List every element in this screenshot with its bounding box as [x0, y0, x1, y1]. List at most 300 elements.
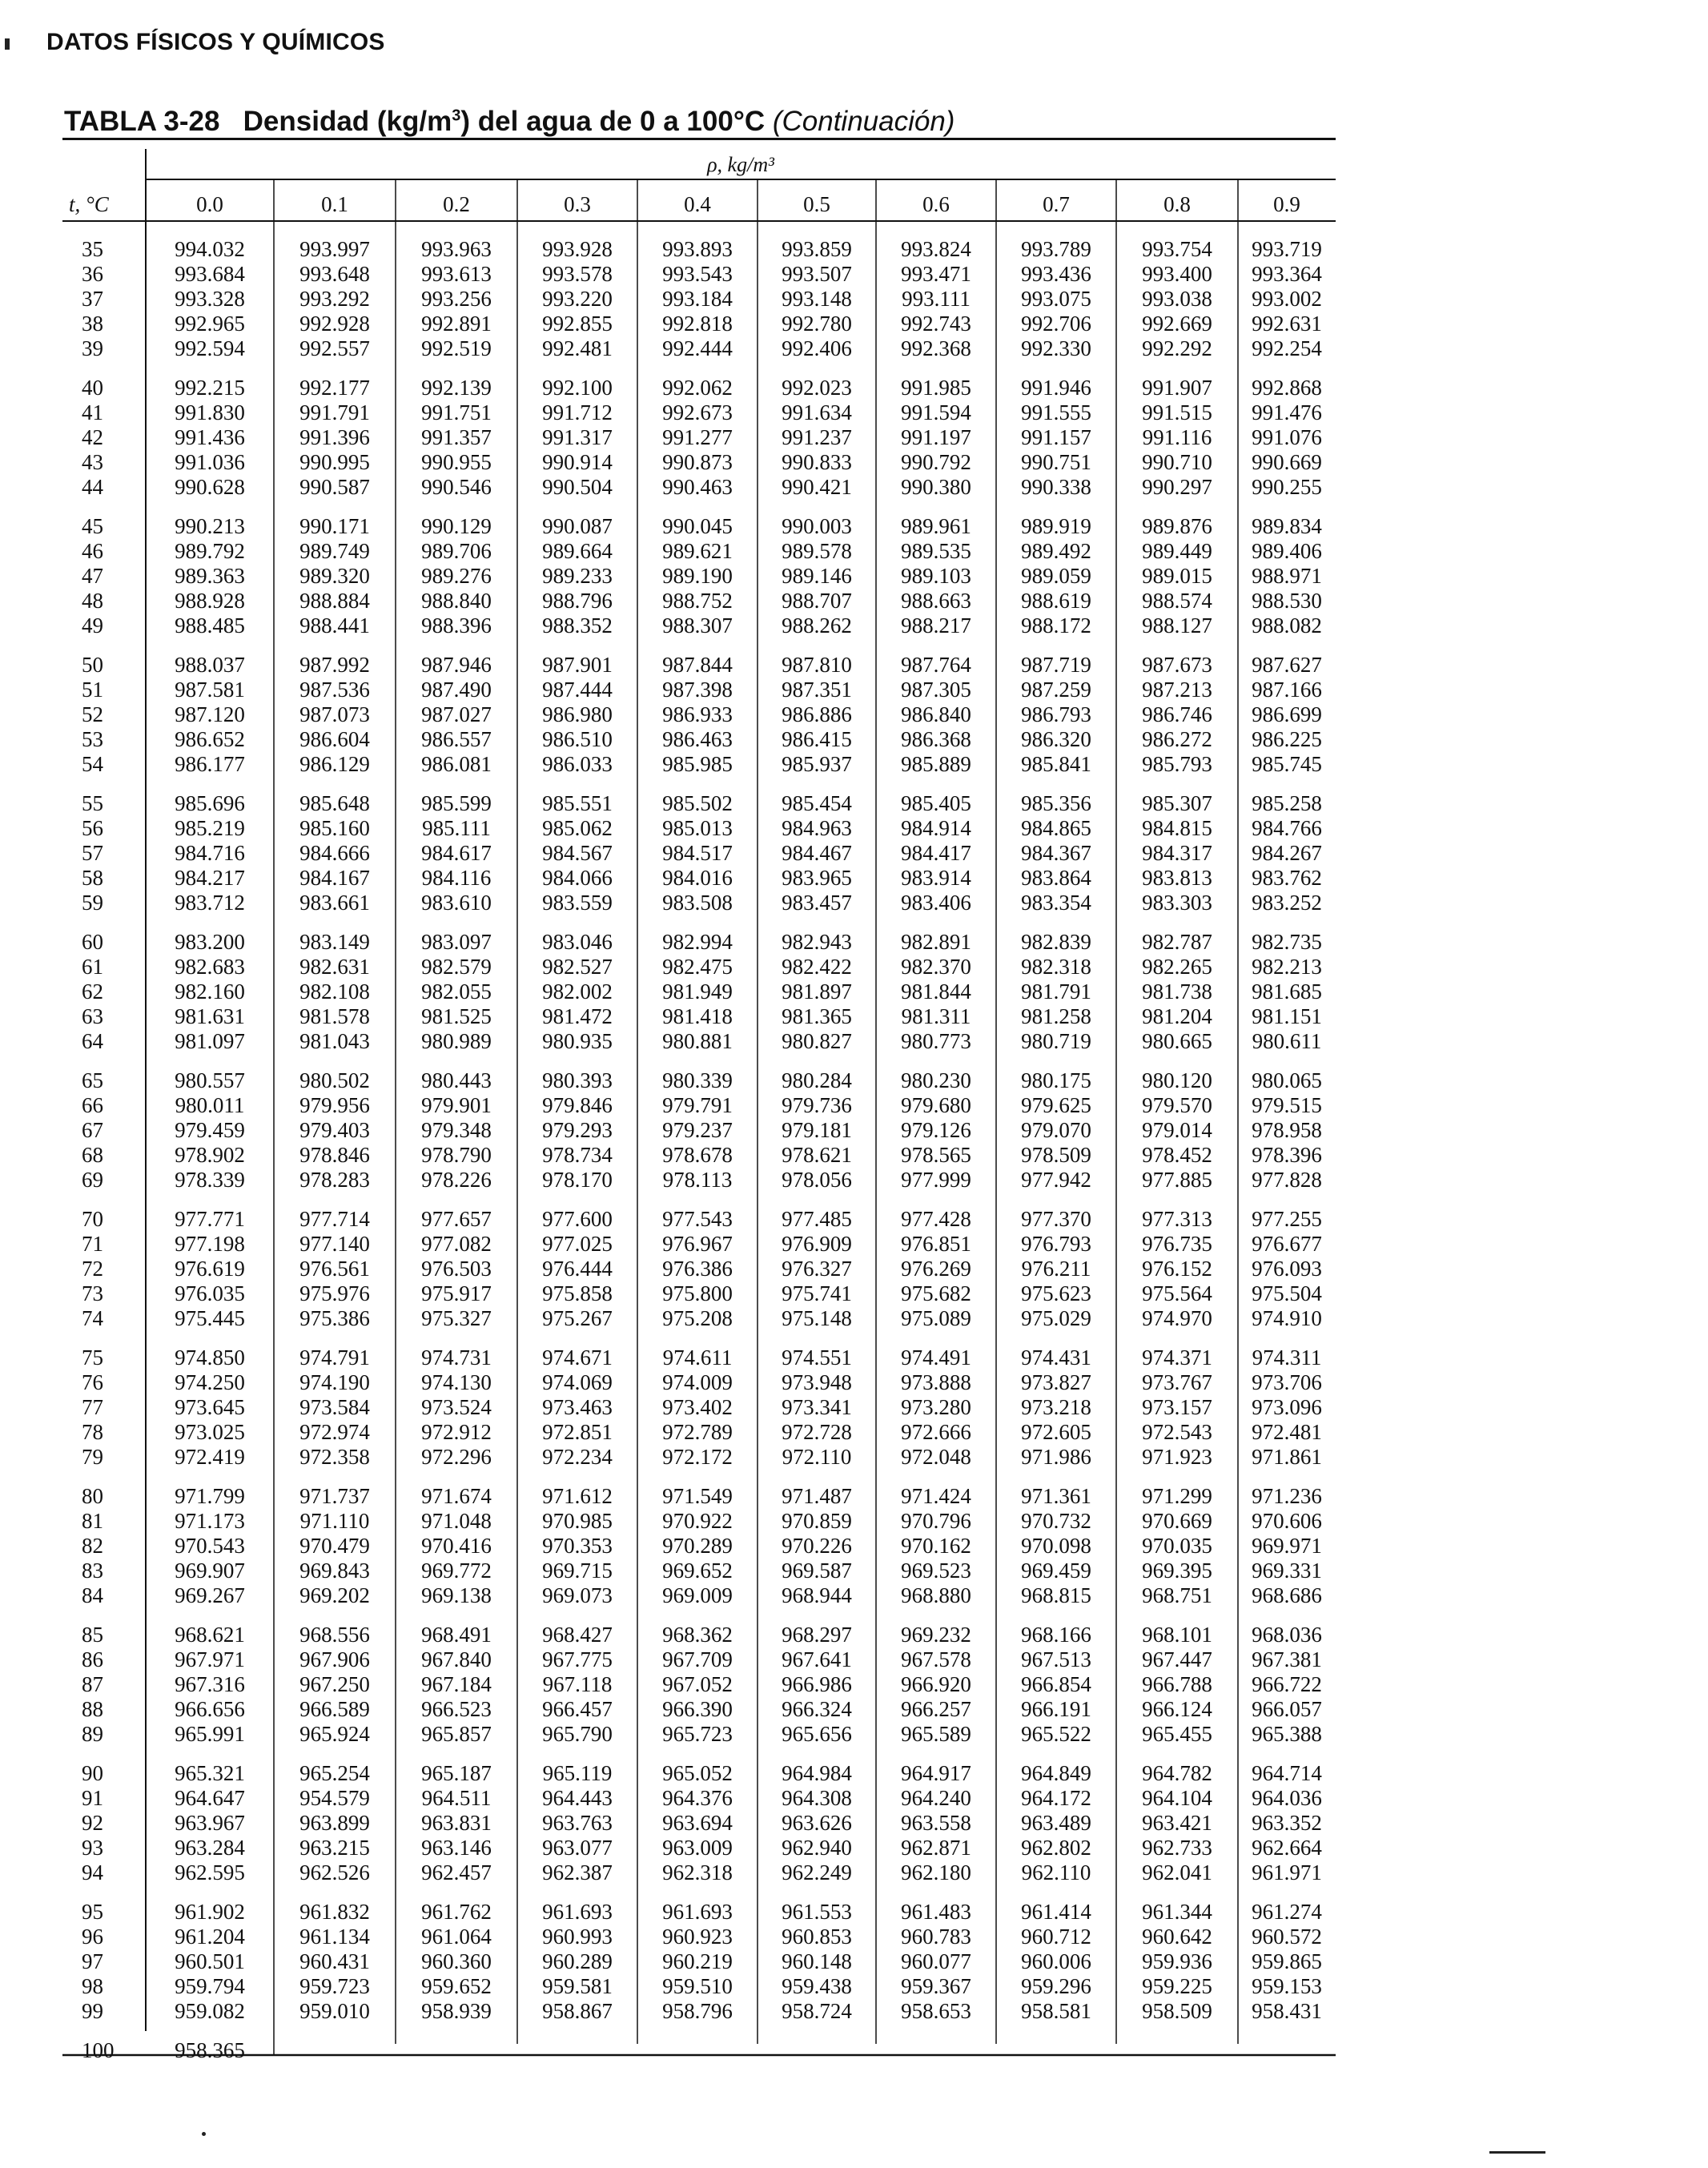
- column-header-0-3: 0.3: [564, 192, 591, 216]
- row-temperature: 92: [82, 1811, 103, 1835]
- table-cell: 990.669: [1252, 450, 1322, 474]
- table-cell: 977.025: [542, 1232, 613, 1256]
- table-cell: 958.365: [175, 2038, 245, 2062]
- table-cell: 961.414: [1021, 1900, 1091, 1924]
- table-cell: 976.909: [782, 1232, 852, 1256]
- table-cell: 988.619: [1021, 589, 1091, 613]
- table-cell: 965.991: [175, 1722, 245, 1746]
- table-cell: 966.057: [1252, 1697, 1322, 1721]
- table-cell: 990.995: [299, 450, 370, 474]
- table-cell: 988.574: [1142, 589, 1212, 613]
- table-cell: 991.515: [1142, 400, 1212, 424]
- table-cell: 985.793: [1142, 752, 1212, 776]
- table-cell: 983.661: [299, 891, 370, 915]
- table-cell: 965.857: [421, 1722, 492, 1746]
- table-cell: 985.219: [175, 816, 245, 840]
- table-cell: 960.923: [662, 1925, 733, 1949]
- table-cell: 988.752: [662, 589, 733, 613]
- table-cell: 974.130: [421, 1370, 492, 1394]
- table-cell: 968.556: [299, 1623, 370, 1647]
- table-cell: 961.483: [901, 1900, 971, 1924]
- table-cell: 980.557: [175, 1068, 245, 1092]
- table-cell: 975.089: [901, 1306, 971, 1330]
- table-cell: 971.424: [901, 1484, 971, 1508]
- column-header-0-2: 0.2: [443, 192, 470, 216]
- table-cell: 971.923: [1142, 1445, 1212, 1469]
- table-cell: 992.557: [299, 336, 370, 360]
- table-cell: 979.459: [175, 1118, 245, 1142]
- table-cell: 974.850: [175, 1345, 245, 1370]
- table-cell: 975.386: [299, 1306, 370, 1330]
- table-cell: 977.657: [421, 1207, 492, 1231]
- table-cell: 976.444: [542, 1257, 613, 1281]
- row-temperature: 37: [82, 287, 103, 311]
- table-cell: 993.754: [1142, 237, 1212, 261]
- table-cell: 990.213: [175, 514, 245, 538]
- table-cell: 978.509: [1021, 1143, 1091, 1167]
- table-cell: 991.791: [299, 400, 370, 424]
- table-cell: 964.104: [1142, 1786, 1212, 1810]
- table-cell: 960.853: [782, 1925, 852, 1949]
- table-cell: 972.789: [662, 1420, 733, 1444]
- row-temperature: 83: [82, 1559, 103, 1583]
- table-cell: 972.605: [1021, 1420, 1091, 1444]
- table-cell: 972.358: [299, 1445, 370, 1469]
- table-cell: 975.029: [1021, 1306, 1091, 1330]
- table-cell: 968.880: [901, 1583, 971, 1607]
- table-cell: 965.589: [901, 1722, 971, 1746]
- table-cell: 991.712: [542, 400, 613, 424]
- table-cell: 981.311: [901, 1004, 971, 1028]
- table-cell: 991.036: [175, 450, 245, 474]
- table-cell: 985.696: [175, 791, 245, 815]
- table-cell: 960.993: [542, 1925, 613, 1949]
- table-cell: 987.120: [175, 702, 245, 726]
- table-cell: 988.082: [1252, 613, 1322, 638]
- table-cell: 981.685: [1252, 979, 1322, 1004]
- table-cell: 993.256: [421, 287, 492, 311]
- table-cell: 987.719: [1021, 653, 1091, 677]
- table-cell: 970.098: [1021, 1534, 1091, 1558]
- table-cell: 967.971: [175, 1647, 245, 1671]
- table-cell: 962.664: [1252, 1836, 1322, 1860]
- table-cell: 991.116: [1142, 425, 1212, 449]
- row-temperature: 81: [82, 1509, 103, 1533]
- table-cell: 988.396: [421, 613, 492, 638]
- table-cell: 959.936: [1142, 1949, 1212, 1973]
- table-cell: 991.830: [175, 400, 245, 424]
- table-cell: 991.436: [175, 425, 245, 449]
- row-temperature: 55: [82, 791, 103, 815]
- table-cell: 959.082: [175, 1999, 245, 2023]
- table-cell: 988.352: [542, 613, 613, 638]
- table-cell: 967.316: [175, 1672, 245, 1696]
- table-cell: 963.626: [782, 1811, 852, 1835]
- row-temperature: 48: [82, 589, 103, 613]
- table-cell: 980.230: [901, 1068, 971, 1092]
- table-cell: 962.526: [299, 1860, 370, 1884]
- table-cell: 967.381: [1252, 1647, 1322, 1671]
- table-cell: 986.699: [1252, 702, 1322, 726]
- table-cell: 965.790: [542, 1722, 613, 1746]
- table-cell: 981.472: [542, 1004, 613, 1028]
- table-cell: 969.772: [421, 1559, 492, 1583]
- row-temperature: 59: [82, 891, 103, 915]
- table-cell: 990.463: [662, 475, 733, 499]
- table-cell: 980.881: [662, 1029, 733, 1053]
- column-header-0-5: 0.5: [803, 192, 830, 216]
- table-cell: 971.674: [421, 1484, 492, 1508]
- table-cell: 977.255: [1252, 1207, 1322, 1231]
- table-cell: 967.513: [1021, 1647, 1091, 1671]
- table-cell: 985.160: [299, 816, 370, 840]
- table-cell: 962.802: [1021, 1836, 1091, 1860]
- table-cell: 973.218: [1021, 1395, 1091, 1419]
- table-cell: 965.052: [662, 1761, 733, 1785]
- column-header-0-7: 0.7: [1043, 192, 1070, 216]
- table-cell: 979.348: [421, 1118, 492, 1142]
- table-cell: 990.546: [421, 475, 492, 499]
- table-cell: 967.775: [542, 1647, 613, 1671]
- table-cell: 963.967: [175, 1811, 245, 1835]
- table-cell: 989.621: [662, 539, 733, 563]
- table-cell: 993.997: [299, 237, 370, 261]
- table-cell: 976.386: [662, 1257, 733, 1281]
- table-cell: 992.891: [421, 312, 492, 336]
- table-cell: 993.507: [782, 262, 852, 286]
- table-cell: 964.240: [901, 1786, 971, 1810]
- table-cell: 984.217: [175, 866, 245, 890]
- table-cell: 992.139: [421, 376, 492, 400]
- row-temperature: 56: [82, 816, 103, 840]
- table-cell: 984.617: [421, 841, 492, 865]
- table-cell: 968.166: [1021, 1623, 1091, 1647]
- table-cell: 989.233: [542, 564, 613, 588]
- table-cell: 972.172: [662, 1445, 733, 1469]
- table-cell: 993.111: [902, 287, 971, 311]
- table-cell: 991.317: [542, 425, 613, 449]
- table-cell: 985.985: [662, 752, 733, 776]
- table-cell: 984.666: [299, 841, 370, 865]
- table-cell: 974.731: [421, 1345, 492, 1370]
- table-cell: 963.077: [542, 1836, 613, 1860]
- table-cell: 975.445: [175, 1306, 245, 1330]
- row-temperature: 73: [82, 1281, 103, 1305]
- table-cell: 968.297: [782, 1623, 852, 1647]
- table-cell: 965.254: [299, 1761, 370, 1785]
- group-header-label: ρ, kg/m³: [707, 153, 774, 176]
- table-cell: 984.116: [421, 866, 492, 890]
- table-cell: 990.628: [175, 475, 245, 499]
- table-cell: 992.062: [662, 376, 733, 400]
- table-cell: 974.611: [662, 1345, 733, 1370]
- table-cell: 992.780: [782, 312, 852, 336]
- table-cell: 970.289: [662, 1534, 733, 1558]
- table-cell: 986.415: [782, 727, 852, 751]
- table-cell: 962.249: [782, 1860, 852, 1884]
- table-cell: 976.561: [299, 1257, 370, 1281]
- table-cell: 990.129: [421, 514, 492, 538]
- table-cell: 964.714: [1252, 1761, 1322, 1785]
- table-cell: 980.989: [421, 1029, 492, 1053]
- table-cell: 991.197: [901, 425, 971, 449]
- table-cell: 985.258: [1252, 791, 1322, 815]
- table-cell: 979.956: [299, 1093, 370, 1117]
- row-temperature: 69: [82, 1168, 103, 1192]
- table-cell: 982.055: [421, 979, 492, 1004]
- table-cell: 993.436: [1021, 262, 1091, 286]
- table-cell: 990.914: [542, 450, 613, 474]
- table-cell: 973.948: [782, 1370, 852, 1394]
- row-temperature: 58: [82, 866, 103, 890]
- table-cell: 992.254: [1252, 336, 1322, 360]
- table-heading-main: Densidad (kg/m: [243, 106, 452, 137]
- row-temperature: 54: [82, 752, 103, 776]
- table-cell: 992.177: [299, 376, 370, 400]
- table-cell: 977.485: [782, 1207, 852, 1231]
- table-cell: 986.886: [782, 702, 852, 726]
- row-temperature: 70: [82, 1207, 103, 1231]
- table-cell: 985.841: [1021, 752, 1091, 776]
- table-cell: 992.519: [421, 336, 492, 360]
- table-cell: 993.543: [662, 262, 733, 286]
- table-cell: 979.680: [901, 1093, 971, 1117]
- row-temperature: 46: [82, 539, 103, 563]
- table-cell: 985.745: [1252, 752, 1322, 776]
- table-title: [64, 106, 954, 138]
- table-cell: 977.370: [1021, 1207, 1091, 1231]
- table-cell: 974.551: [782, 1345, 852, 1370]
- table-cell: 959.723: [299, 1974, 370, 1998]
- table-cell: 979.293: [542, 1118, 613, 1142]
- table-cell: 987.992: [299, 653, 370, 677]
- table-cell: 972.912: [421, 1420, 492, 1444]
- row-temperature: 93: [82, 1836, 103, 1860]
- table-cell: 993.963: [421, 237, 492, 261]
- table-cell: 983.965: [782, 866, 852, 890]
- table-cell: 986.557: [421, 727, 492, 751]
- table-cell: 970.479: [299, 1534, 370, 1558]
- table-cell: 966.986: [782, 1672, 852, 1696]
- table-cell: 986.980: [542, 702, 613, 726]
- row-temperature: 42: [82, 425, 103, 449]
- table-cell: 981.738: [1142, 979, 1212, 1004]
- table-cell: 959.510: [662, 1974, 733, 1998]
- table-cell: 981.844: [901, 979, 971, 1004]
- table-cell: 986.604: [299, 727, 370, 751]
- table-cell: 987.444: [542, 678, 613, 702]
- table-cell: 973.402: [662, 1395, 733, 1419]
- table-cell: 989.961: [901, 514, 971, 538]
- table-cell: 993.613: [421, 262, 492, 286]
- table-cell: 983.406: [901, 891, 971, 915]
- table-cell: 978.902: [175, 1143, 245, 1167]
- table-cell: 960.148: [782, 1949, 852, 1973]
- table-cell: 969.202: [299, 1583, 370, 1607]
- table-cell: 977.543: [662, 1207, 733, 1231]
- table-cell: 970.226: [782, 1534, 852, 1558]
- table-cell: 989.792: [175, 539, 245, 563]
- table-cell: 983.149: [299, 930, 370, 954]
- table-cell: 990.833: [782, 450, 852, 474]
- table-cell: 992.669: [1142, 312, 1212, 336]
- table-cell: 992.706: [1021, 312, 1091, 336]
- table-cell: 972.543: [1142, 1420, 1212, 1444]
- table-cell: 983.200: [175, 930, 245, 954]
- table-top-rule: [62, 138, 1336, 140]
- table-cell: 987.764: [901, 653, 971, 677]
- table-cell: 989.664: [542, 539, 613, 563]
- table-cell: 970.669: [1142, 1509, 1212, 1533]
- table-cell: 990.421: [782, 475, 852, 499]
- table-cell: 978.056: [782, 1168, 852, 1192]
- table-cell: 986.746: [1142, 702, 1212, 726]
- table-cell: 958.796: [662, 1999, 733, 2023]
- table-cell: 982.108: [299, 979, 370, 1004]
- table-cell: 990.297: [1142, 475, 1212, 499]
- table-cell: 972.110: [782, 1445, 852, 1469]
- table-cell: 985.551: [542, 791, 613, 815]
- table-cell: 962.041: [1142, 1860, 1212, 1884]
- table-cell: 969.459: [1021, 1559, 1091, 1583]
- table-cell: 973.827: [1021, 1370, 1091, 1394]
- row-temperature: 43: [82, 450, 103, 474]
- table-cell: 984.066: [542, 866, 613, 890]
- table-cell: 992.292: [1142, 336, 1212, 360]
- table-cell: 971.048: [421, 1509, 492, 1533]
- table-cell: 968.362: [662, 1623, 733, 1647]
- table-cell: 982.265: [1142, 955, 1212, 979]
- table-cell: 985.405: [901, 791, 971, 815]
- table-cell: 984.317: [1142, 841, 1212, 865]
- table-cell: 962.733: [1142, 1836, 1212, 1860]
- row-temperature: 88: [82, 1697, 103, 1721]
- table-cell: 970.732: [1021, 1509, 1091, 1533]
- table-cell: 986.368: [901, 727, 971, 751]
- row-temperature: 76: [82, 1370, 103, 1394]
- table-cell: 990.587: [299, 475, 370, 499]
- table-cell: 971.986: [1021, 1445, 1091, 1469]
- table-cell: 992.406: [782, 336, 852, 360]
- table-cell: 959.581: [542, 1974, 613, 1998]
- table-cell: 992.868: [1252, 376, 1322, 400]
- table-cell: 986.272: [1142, 727, 1212, 751]
- density-table: [62, 149, 1352, 2071]
- table-cell: 971.173: [175, 1509, 245, 1533]
- table-cell: 980.443: [421, 1068, 492, 1092]
- table-cell: 992.330: [1021, 336, 1091, 360]
- table-cell: 982.475: [662, 955, 733, 979]
- table-cell: 973.280: [901, 1395, 971, 1419]
- table-cell: 984.517: [662, 841, 733, 865]
- table-cell: 968.686: [1252, 1583, 1322, 1607]
- table-cell: 965.656: [782, 1722, 852, 1746]
- table-cell: 961.693: [662, 1900, 733, 1924]
- table-cell: 971.487: [782, 1484, 852, 1508]
- row-temperature: 39: [82, 336, 103, 360]
- table-cell: 980.502: [299, 1068, 370, 1092]
- table-cell: 977.600: [542, 1207, 613, 1231]
- table-cell: 968.815: [1021, 1583, 1091, 1607]
- table-cell: 966.722: [1252, 1672, 1322, 1696]
- table-cell: 992.631: [1252, 312, 1322, 336]
- table-cell: 988.037: [175, 653, 245, 677]
- table-cell: 986.081: [421, 752, 492, 776]
- table-cell: 965.723: [662, 1722, 733, 1746]
- table-cell: 983.457: [782, 891, 852, 915]
- table-cell: 964.647: [175, 1786, 245, 1810]
- table-cell: 986.463: [662, 727, 733, 751]
- table-cell: 979.736: [782, 1093, 852, 1117]
- table-cell: 964.917: [901, 1761, 971, 1785]
- table-cell: 985.937: [782, 752, 852, 776]
- table-cell: 975.327: [421, 1306, 492, 1330]
- table-cell: 989.146: [782, 564, 852, 588]
- row-temperature: 87: [82, 1672, 103, 1696]
- table-cell: 984.417: [901, 841, 971, 865]
- table-cell: 985.599: [421, 791, 492, 815]
- table-cell: 987.398: [662, 678, 733, 702]
- table-cell: 980.665: [1142, 1029, 1212, 1053]
- table-cell: 970.985: [542, 1509, 613, 1533]
- table-cell: 966.457: [542, 1697, 613, 1721]
- table-cell: 989.363: [175, 564, 245, 588]
- table-cell: 964.376: [662, 1786, 733, 1810]
- table-continuation: (Continuación): [772, 106, 955, 137]
- table-cell: 986.129: [299, 752, 370, 776]
- table-cell: 970.859: [782, 1509, 852, 1533]
- table-cell: 972.481: [1252, 1420, 1322, 1444]
- table-cell: 977.082: [421, 1232, 492, 1256]
- table-cell: 992.100: [542, 376, 613, 400]
- table-cell: 959.652: [421, 1974, 492, 1998]
- table-cell: 978.170: [542, 1168, 613, 1192]
- table-cell: 993.364: [1252, 262, 1322, 286]
- table-cell: 993.859: [782, 237, 852, 261]
- table-cell: 964.036: [1252, 1786, 1322, 1810]
- row-temperature: 74: [82, 1306, 103, 1330]
- table-cell: 975.504: [1252, 1281, 1322, 1305]
- table-cell: 987.844: [662, 653, 733, 677]
- table-cell: 991.357: [421, 425, 492, 449]
- table-cell: 977.828: [1252, 1168, 1322, 1192]
- table-cell: 967.840: [421, 1647, 492, 1671]
- table-cell: 988.217: [901, 613, 971, 638]
- table-cell: 972.296: [421, 1445, 492, 1469]
- table-cell: 978.283: [299, 1168, 370, 1192]
- table-cell: 970.543: [175, 1534, 245, 1558]
- table-cell: 982.994: [662, 930, 733, 954]
- table-cell: 976.093: [1252, 1257, 1322, 1281]
- table-cell: 986.793: [1021, 702, 1091, 726]
- table-cell: 963.146: [421, 1836, 492, 1860]
- table-cell: 966.589: [299, 1697, 370, 1721]
- table-cell: 985.502: [662, 791, 733, 815]
- table-cell: 991.985: [901, 376, 971, 400]
- table-cell: 969.138: [421, 1583, 492, 1607]
- table-cell: 969.232: [901, 1623, 971, 1647]
- table-cell: 985.648: [299, 791, 370, 815]
- table-cell: 974.311: [1252, 1345, 1322, 1370]
- table-cell: 968.036: [1252, 1623, 1322, 1647]
- table-cell: 987.073: [299, 702, 370, 726]
- table-cell: 993.648: [299, 262, 370, 286]
- table-cell: 983.046: [542, 930, 613, 954]
- table-cell: 974.671: [542, 1345, 613, 1370]
- table-cell: 981.578: [299, 1004, 370, 1028]
- table-cell: 988.530: [1252, 589, 1322, 613]
- table-cell: 960.077: [901, 1949, 971, 1973]
